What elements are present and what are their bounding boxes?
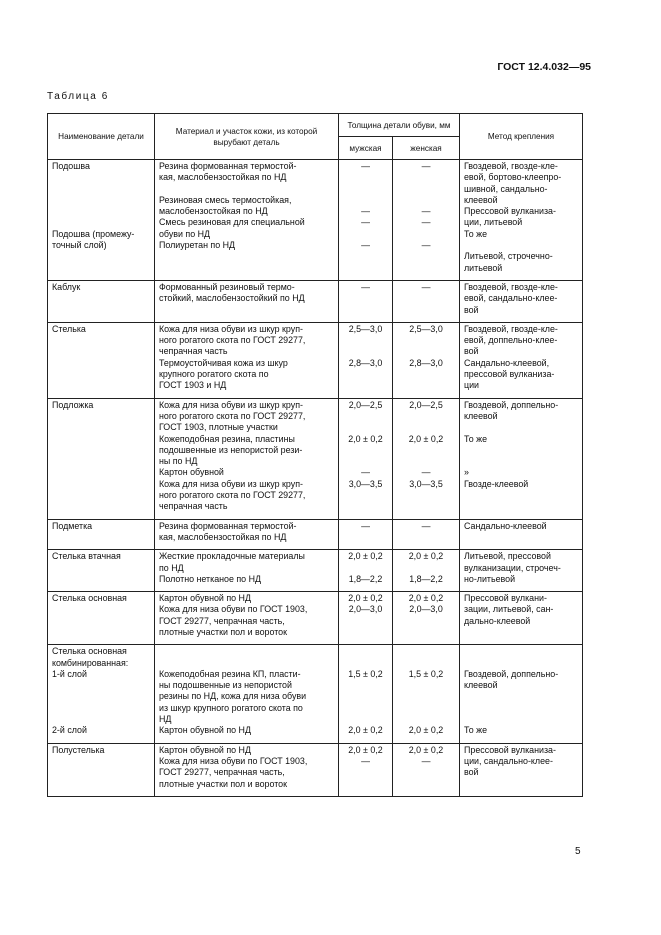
cell-thickness-male [339,160,393,281]
cell-text-line [397,445,455,456]
cell-method [460,519,583,550]
cell-thickness-female [393,592,460,645]
document-code: ГОСТ 12.4.032—95 [497,61,591,73]
cell-text-line [343,195,388,206]
cell-text-line: Стелька [52,323,86,334]
cell-text-line: — [421,206,431,217]
cell-text-line: подошвенные из непористой рези- [159,444,303,455]
cell-text-line: Литьевой, прессовой [464,551,551,562]
cell-material [155,550,339,592]
cell-text-line: 2,0—3,0 [348,604,383,615]
cell-text-line [52,184,150,195]
column-header-male: мужская [339,137,393,160]
page-number: 5 [575,846,581,857]
cell-text-line: обуви по НД [159,228,211,239]
cell-text-line [397,346,455,357]
cell-text-line: Кожа для низа обуви из шкур круп- [159,478,303,489]
cell-text-line: 2,0—3,0 [409,604,443,615]
cell-text-line: 3,0—3,5 [409,478,443,489]
column-header-female: женская [393,137,460,160]
table-row [48,550,583,592]
cell-text-line: Сандально-клеевой, [464,357,550,368]
cell-text-line: плотные участки пол и вороток [159,626,288,637]
cell-material [155,743,339,796]
cell-thickness-female [393,160,460,281]
cell-text-line: 2,8—3,0 [409,357,443,368]
cell-text-line [343,658,388,669]
cell-text-line: 2,5—3,0 [409,323,443,334]
table-body [48,160,583,797]
cell-text-line: Термоустойчивая кожа из шкур [159,357,288,368]
cell-text-line [343,335,388,346]
cell-text-line: 2,0 ± 0,2 [348,433,383,444]
cell-text-line [52,703,150,714]
cell-text-line: вой [464,346,479,357]
column-header-thickness: Толщина детали обуви, мм [339,114,460,137]
cell-text-line: шивной, сандально- [464,183,548,194]
cell-text-line: 2-й слой [52,725,87,736]
cell-material [155,322,339,398]
cell-text-line: ции [464,380,479,391]
cell-text-line: 2,0 ± 0,2 [348,593,383,604]
cell-text-line: 2,0 ± 0,2 [348,744,383,755]
cell-text-line: » [464,467,469,478]
cell-text-line [343,456,388,467]
cell-text-line [397,422,455,433]
cell-text-line: Стелька основная [52,593,127,604]
cell-text-line: чепрачная часть [159,501,228,512]
cell-text-line: 2,5—3,0 [348,323,383,334]
cell-text-line: вой [464,304,479,315]
cell-text-line [397,456,455,467]
cell-text-line [397,563,455,574]
cell-text-line [397,646,455,657]
cell-method [460,398,583,519]
cell-name [48,645,155,743]
cell-text-line [52,206,150,217]
cell-text-line [397,184,455,195]
cell-text-line: Полиуретан по НД [159,240,236,251]
cell-text-line: 3,0—3,5 [348,478,383,489]
cell-text-line [397,703,455,714]
cell-thickness-female [393,645,460,743]
cell-text-line [464,658,578,669]
cell-text-line: Резина формованная термостой- [159,161,297,171]
cell-text-line: ГОСТ 1903, плотные участки [159,422,278,433]
cell-text-line: евой, сандально-клее- [464,293,558,304]
cell-text-line [464,646,578,657]
cell-text-line: Гвоздевой, доппельно- [464,399,559,410]
cell-text-line: — [361,520,370,531]
cell-text-line: прессовой вулканиза- [464,369,555,380]
cell-text-line [397,680,455,691]
cell-thickness-female [393,550,460,592]
cell-text-line [159,658,334,669]
cell-text-line: вулканизации, строчеч- [464,562,561,573]
cell-name [48,280,155,322]
cell-text-line: Сандально-клеевой [464,520,547,531]
cell-thickness-female [393,398,460,519]
cell-text-line [343,646,388,657]
cell-text-line [343,172,388,183]
cell-text-line: Кожеподобная резина, пластины [159,433,295,444]
cell-text-line: Резиновая смесь термостойкая, [159,194,292,205]
cell-text-line: ГОСТ 29277, чепрачная часть, [159,615,285,626]
table-title: Таблица 6 [47,91,109,102]
cell-text-line: — [361,281,370,292]
cell-text-line: Стелька втачная [52,551,121,562]
cell-material [155,645,339,743]
cell-text-line [397,658,455,669]
cell-text-line: ГОСТ 1903 и НД [159,380,227,391]
cell-text-line: ны подошвенные из непористой [159,680,292,691]
cell-text-line [464,422,578,433]
cell-text-line: Стелька основная [52,646,127,657]
cell-text-line [343,445,388,456]
cell-text-line [52,680,150,691]
cell-text-line [343,703,388,714]
column-header-method: Метод крепления [460,114,583,160]
cell-text-line: 1,8—2,2 [409,573,443,584]
cell-text-line: — [421,161,431,171]
cell-text-line: ции, сандально-клее- [464,755,553,766]
cell-method [460,743,583,796]
cell-text-line: 2,0 ± 0,2 [348,551,383,562]
table-row [48,592,583,645]
cell-text-line: Гвоздевой, гвозде-кле- [464,281,558,292]
cell-text-line: Подметка [52,520,93,531]
cell-material [155,592,339,645]
cell-thickness-male [339,398,393,519]
table-row [48,280,583,322]
table-row [48,398,583,519]
cell-text-line [343,184,388,195]
cell-text-line: литьевой [464,262,503,273]
cell-text-line: 1,5 ± 0,2 [348,668,383,679]
cell-name [48,398,155,519]
cell-text-line: Гвоздевой, доппельно- [464,668,559,679]
cell-text-line [343,411,388,422]
cell-text-line: чепрачная часть [159,346,228,357]
cell-material [155,398,339,519]
cell-text-line: ного рогатого скота по ГОСТ 29277, [159,335,306,346]
cell-text-line: Литьевой, строчечно- [464,251,553,262]
cell-name [48,743,155,796]
cell-text-line: зации, литьевой, сан- [464,604,554,615]
cell-text-line: комбинированная: [52,657,129,668]
cell-text-line: Прессовой вулканиза- [464,206,556,217]
cell-text-line: вой [464,767,479,778]
cell-text-line: маслобензостойкая по НД [159,206,268,217]
cell-text-line: НД [159,714,172,725]
cell-text-line: клеевой [464,410,498,421]
cell-text-line: Кожа для низа обуви по ГОСТ 1903, [159,604,308,615]
cell-text-line: Кожа для низа обуви по ГОСТ 1903, [159,755,308,766]
cell-thickness-female [393,519,460,550]
cell-text-line [397,195,455,206]
cell-text-line [343,563,388,574]
cell-text-line: дально-клеевой [464,615,531,626]
cell-text-line: 2,0—2,5 [348,399,383,410]
cell-text-line: по НД [159,562,184,573]
cell-text-line: ГОСТ 29277, чепрачная часть, [159,767,285,778]
cell-text-line: То же [464,228,488,239]
cell-text-line: но-литьевой [464,573,516,584]
cell-text-line: 2,0 ± 0,2 [408,433,444,444]
cell-text-line [464,691,578,702]
table-row [48,519,583,550]
cell-text-line: ции, литьевой [464,217,523,228]
cell-text-line: Жесткие прокладочные материалы [159,551,305,562]
cell-text-line: Гвоздевой, гвозде-кле- [464,323,558,334]
cell-text-line: клеевой [464,680,498,691]
header-row [48,114,583,137]
cell-text-line: — [421,217,431,228]
cell-text-line: Кожа для низа обуви из шкур круп- [159,323,303,334]
cell-text-line [52,691,150,702]
cell-name [48,519,155,550]
cell-text-line [52,217,150,228]
cell-name [48,160,155,281]
cell-text-line: Гвоздевой, гвозде-кле- [464,161,558,171]
cell-text-line [343,714,388,725]
cell-method [460,280,583,322]
cell-text-line [343,346,388,357]
cell-text-line [464,703,578,714]
cell-text-line: ного рогатого скота по ГОСТ 29277, [159,490,306,501]
cell-text-line: 1,8—2,2 [348,573,383,584]
cell-text-line: — [361,755,370,766]
cell-text-line: Смесь резиновая для специальной [159,217,305,228]
cell-text-line: Картон обувной [159,467,224,478]
column-header-name: Наименование детали [48,114,155,160]
cell-text-line: из шкур крупного рогатого скота по [159,702,303,713]
cell-material [155,160,339,281]
cell-text-line: Кожа для низа обуви из шкур круп- [159,399,303,410]
cell-text-line [52,195,150,206]
cell-text-line [159,184,334,195]
cell-text-line: — [421,240,431,251]
cell-text-line [397,411,455,422]
cell-material [155,519,339,550]
cell-thickness-female [393,743,460,796]
cell-material [155,280,339,322]
cell-text-line: 2,0 ± 0,2 [408,551,444,562]
cell-method [460,322,583,398]
cell-text-line [464,456,578,467]
cell-text-line [464,714,578,725]
cell-text-line: — [361,206,370,217]
cell-method [460,550,583,592]
cell-thickness-male [339,550,393,592]
cell-thickness-male [339,519,393,550]
cell-text-line [52,714,150,725]
cell-text-line: — [421,467,431,478]
cell-thickness-male [339,322,393,398]
cell-text-line [397,714,455,725]
cell-name [48,592,155,645]
cell-text-line: Резина формованная термостой- [159,520,297,531]
cell-text-line [464,445,578,456]
cell-text-line: Формованный резиновый термо- [159,281,295,292]
cell-text-line: точный слой) [52,240,107,251]
cell-text-line: кая, маслобензостойкая по НД [159,172,287,183]
cell-text-line: Полустелька [52,744,105,755]
cell-name [48,550,155,592]
cell-text-line: То же [464,725,488,736]
cell-text-line: плотные участки пол и вороток [159,778,288,789]
cell-text-line: — [421,281,431,292]
cell-text-line: клеевой [464,194,498,205]
cell-method [460,645,583,743]
cell-text-line [159,646,334,657]
cell-text-line: евой, доппельно-клее- [464,335,558,346]
cell-text-line: Подошва [52,161,90,171]
cell-text-line [397,172,455,183]
cell-text-line: евой, бортово-клеепро- [464,172,562,183]
specification-table [47,113,583,797]
cell-text-line: 2,0 ± 0,2 [408,744,444,755]
cell-text-line: 2,8—3,0 [348,357,383,368]
cell-text-line: крупного рогатого скота по [159,369,269,380]
cell-text-line [397,335,455,346]
cell-text-line: ного рогатого скота по ГОСТ 29277, [159,410,306,421]
cell-text-line: Картон обувной по НД [159,744,251,755]
cell-text-line [343,691,388,702]
cell-thickness-female [393,280,460,322]
cell-text-line [343,680,388,691]
cell-text-line: — [361,467,370,478]
table-row [48,743,583,796]
cell-text-line: 2,0 ± 0,2 [408,725,444,736]
cell-text-line: — [361,240,370,251]
cell-text-line [397,691,455,702]
table-row [48,160,583,281]
cell-text-line: 1-й слой [52,668,87,679]
cell-text-line: Каблук [52,281,81,292]
table-row [48,645,583,743]
cell-text-line: Подложка [52,399,94,410]
cell-thickness-male [339,743,393,796]
cell-text-line: резины по НД, кожа для низа обуви [159,691,307,702]
cell-text-line: ны по НД [159,456,198,467]
cell-name [48,322,155,398]
cell-text-line: Прессовой вулканиза- [464,744,556,755]
cell-text-line [343,229,388,240]
cell-text-line: Подошва (промежу- [52,228,135,239]
cell-text-line: То же [464,433,488,444]
cell-text-line: 1,5 ± 0,2 [408,668,444,679]
cell-text-line: Картон обувной по НД [159,725,251,736]
cell-thickness-male [339,280,393,322]
cell-thickness-male [339,645,393,743]
cell-text-line: кая, маслобензостойкая по НД [159,531,287,542]
cell-text-line: — [361,161,370,171]
table-row [48,322,583,398]
cell-text-line: Картон обувной по НД [159,593,251,604]
cell-text-line: Полотно нетканое по НД [159,573,261,584]
cell-method [460,592,583,645]
cell-text-line: 2,0—2,5 [409,399,443,410]
cell-text-line [343,422,388,433]
cell-text-line: стойкий, маслобензостойкий по НД [159,293,305,304]
cell-text-line: — [421,520,431,531]
cell-method [460,160,583,281]
cell-text-line [397,229,455,240]
cell-text-line: Кожеподобная резина КП, пласти- [159,668,301,679]
cell-text-line [464,240,578,251]
cell-text-line: 2,0 ± 0,2 [408,593,444,604]
cell-text-line: Прессовой вулкани- [464,593,547,604]
cell-text-line: — [421,755,431,766]
cell-thickness-male [339,592,393,645]
column-header-material: Материал и участок кожи, из которой вырубают деталь [155,114,339,160]
cell-thickness-female [393,322,460,398]
cell-text-line [52,172,150,183]
cell-text-line: Гвозде-клеевой [464,478,529,489]
cell-text-line: — [361,217,370,228]
cell-text-line: 2,0 ± 0,2 [348,725,383,736]
